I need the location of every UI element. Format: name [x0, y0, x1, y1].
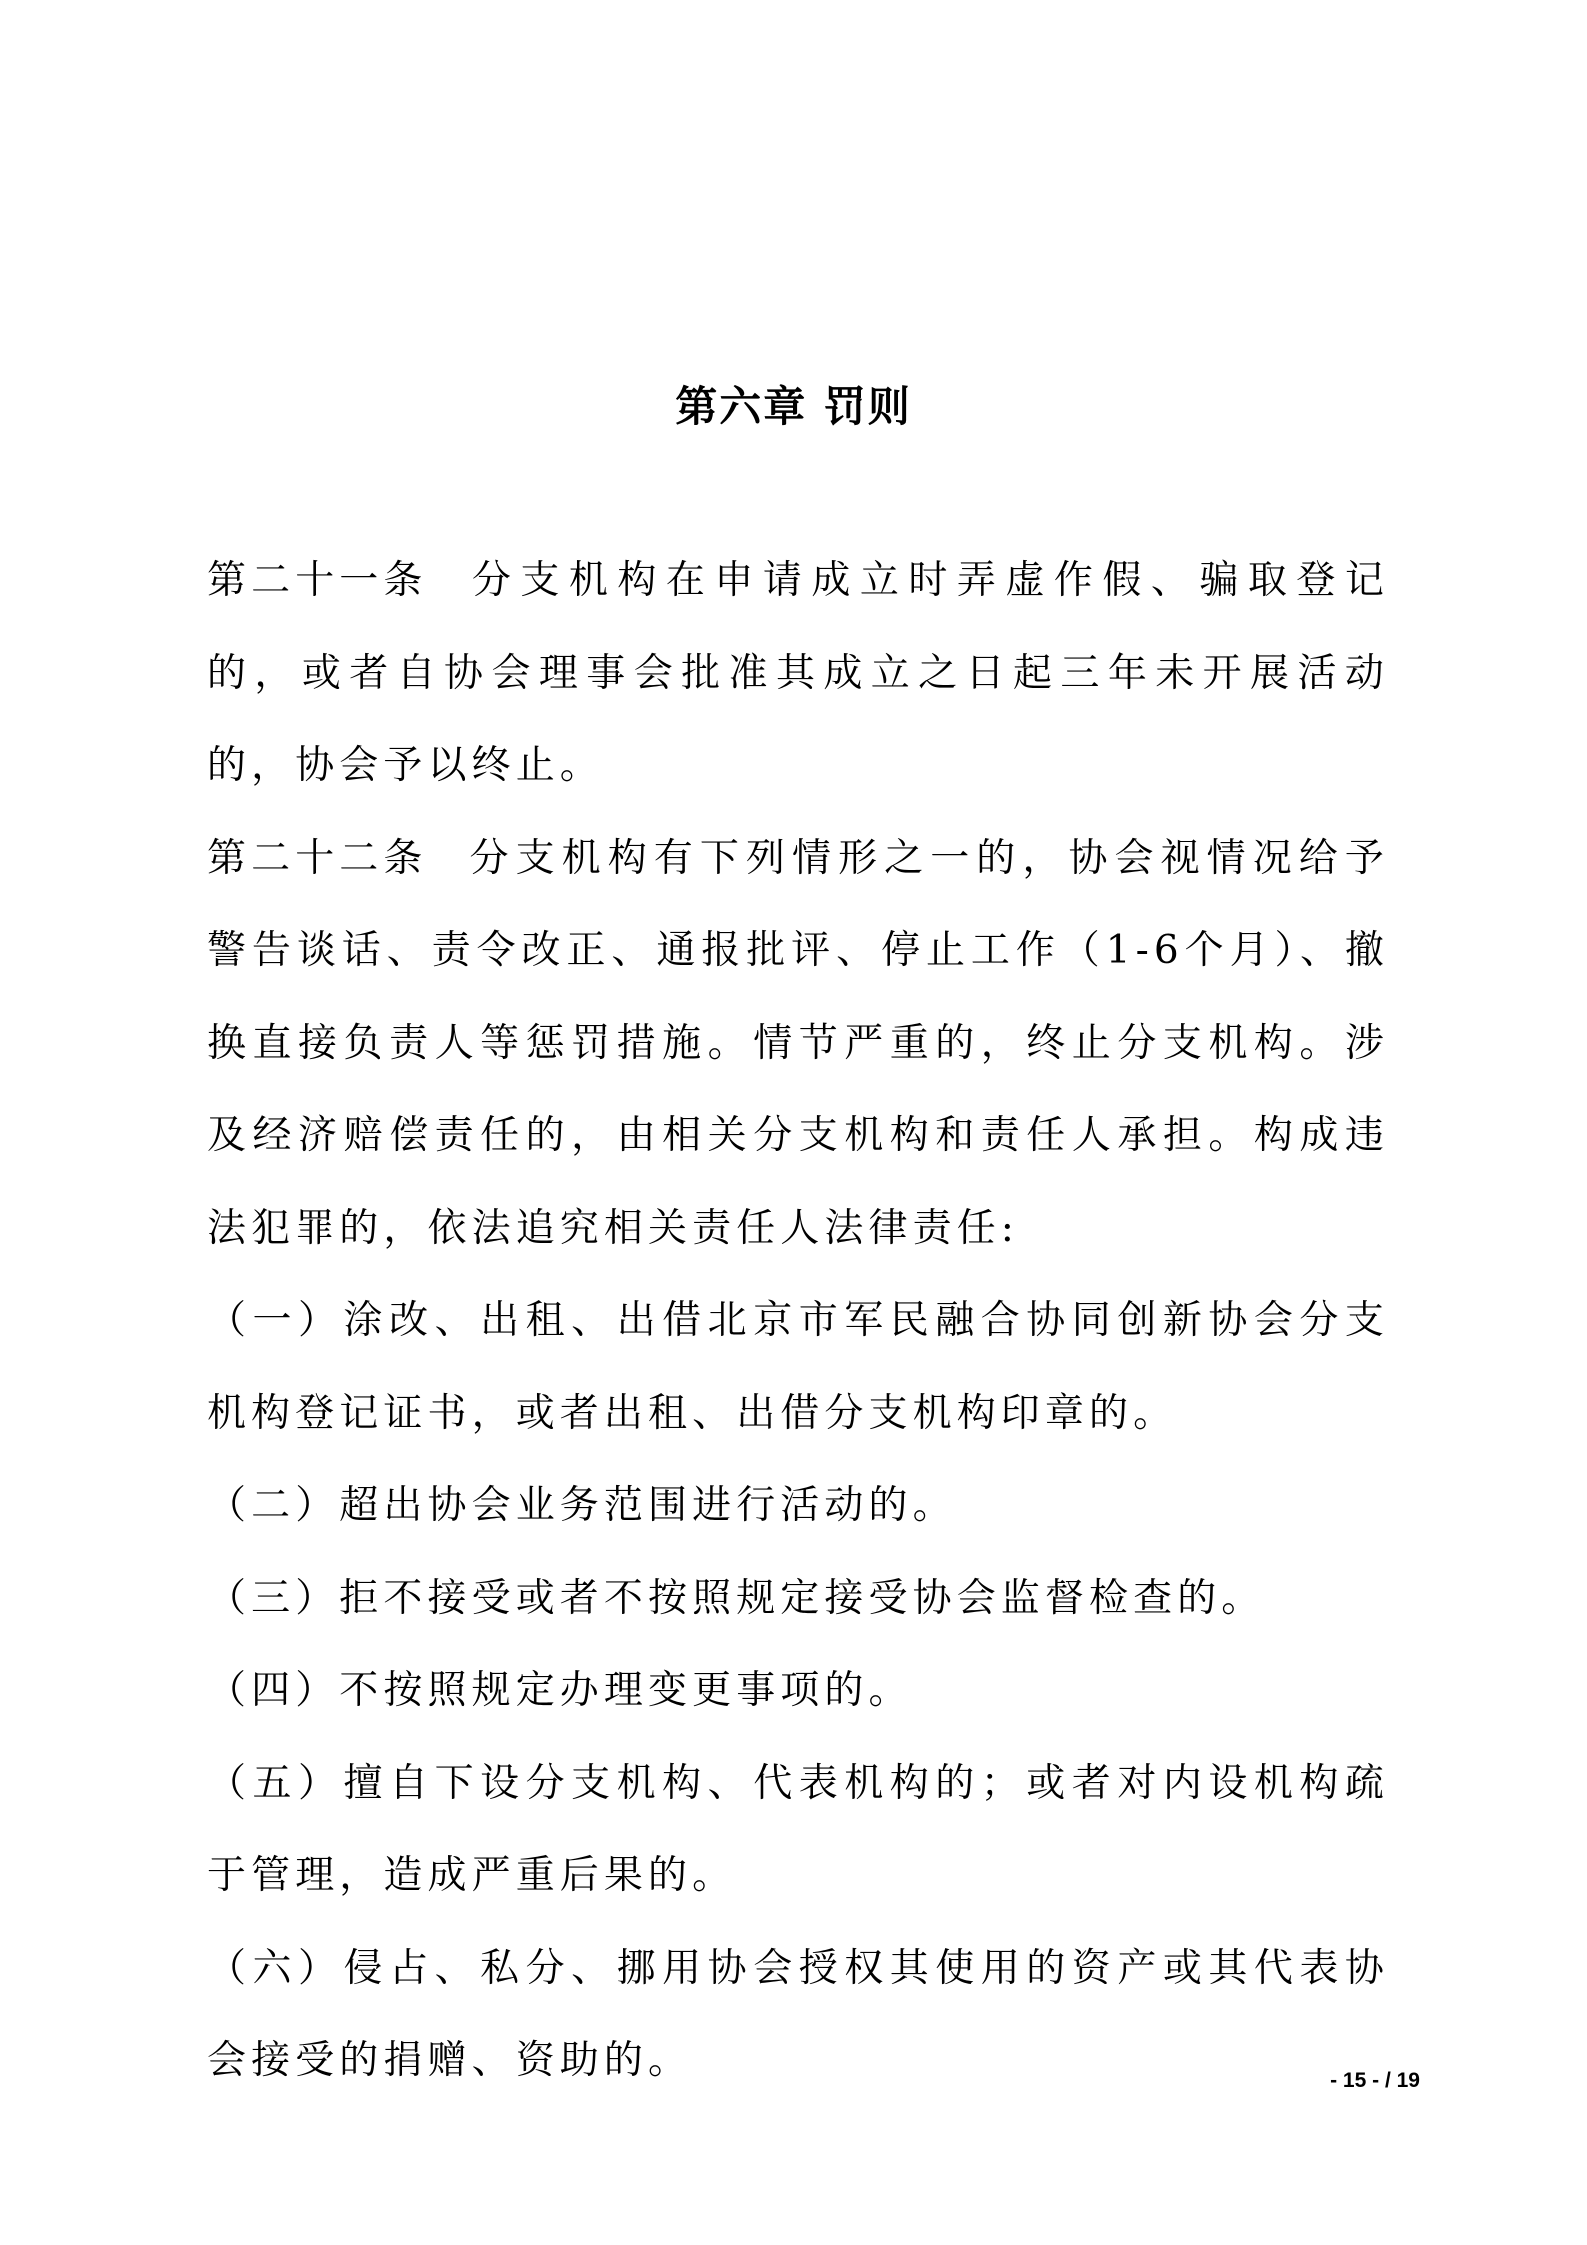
document-body — [207, 535, 1389, 2108]
article-text: 分支机构有下列情形之一的，协会视情况给予警告谈话、责令改正、通报批评、停止工作（1-6个月）、撤换直接负责人等惩罚措施。情节严重的，终止分支机构。涉及经济赔偿责任的，由相关分支机构和责任人承担。构成违法犯罪的，依法追究相关责任人法律责任: — [207, 835, 1389, 1251]
list-item: （五）擅自下设分支机构、代表机构的；或者对内设机构疏于管理，造成严重后果的。 — [207, 1760, 1389, 1898]
article-22 — [207, 813, 1389, 1276]
page-number: - 15 - / 19 — [1330, 2069, 1420, 2092]
list-item: （四）不按照规定办理变更事项的。 — [207, 1668, 913, 1713]
chapter-title: 第六章 罚则 — [675, 382, 912, 431]
list-item: （二）超出协会业务范围进行活动的。 — [207, 1483, 957, 1528]
article-text: 分支机构在申请成立时弄虚作假、骗取登记的，或者自协会理事会批准其成立之日起三年未开展活动的，协会予以终止。 — [207, 558, 1389, 788]
article-number: 第二十一条 — [207, 558, 428, 603]
article-number: 第二十二条 — [207, 835, 428, 881]
list-item: （六）侵占、私分、挪用协会授权其使用的资产或其代表协会接受的捐赠、资助的。 — [207, 1945, 1389, 2083]
article-21 — [207, 535, 1389, 813]
list-item: （一）涂改、出租、出借北京市军民融合协同创新协会分支机构登记证书，或者出租、出借分支机构印章的。 — [207, 1298, 1389, 1436]
list-item: （三）拒不接受或者不按照规定接受协会监督检查的。 — [207, 1575, 1266, 1621]
